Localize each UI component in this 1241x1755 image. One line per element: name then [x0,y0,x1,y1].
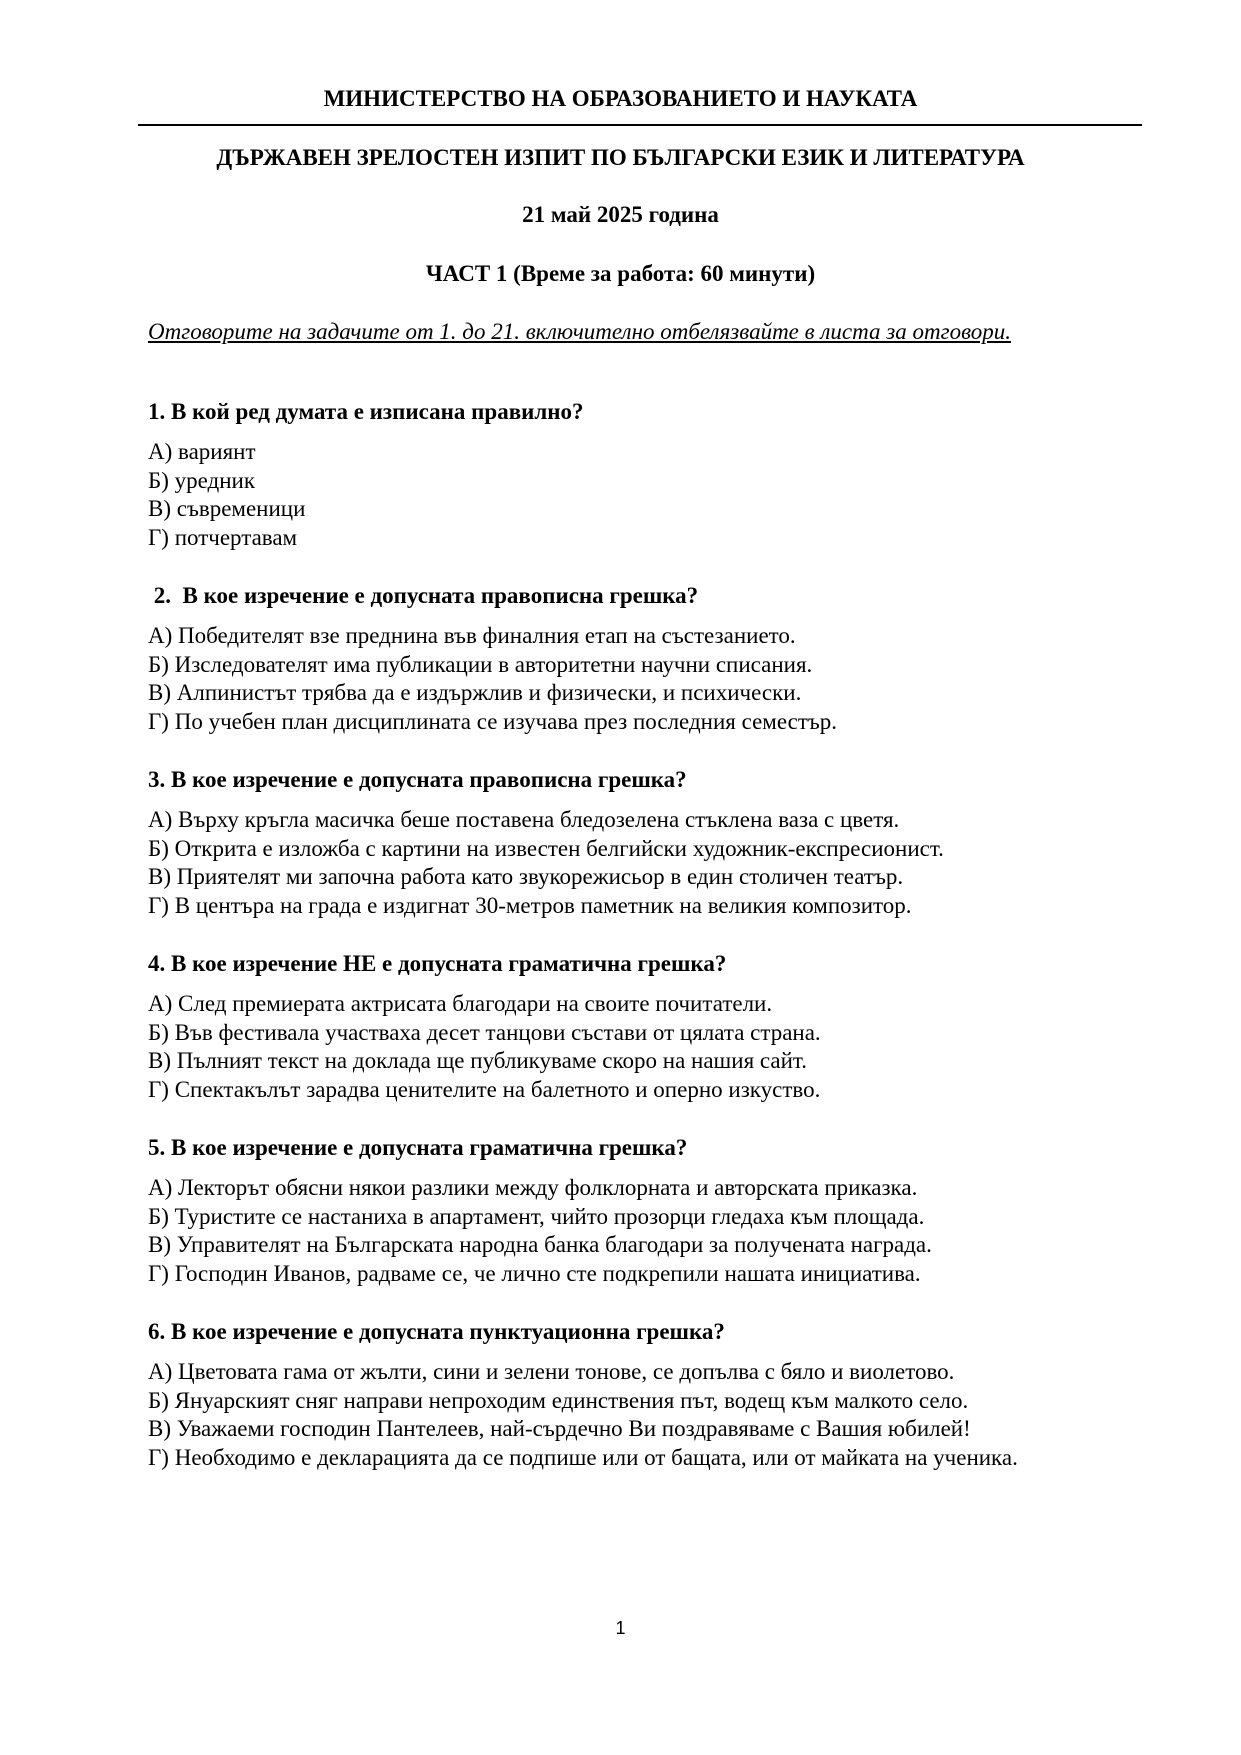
exam-date: 21 май 2025 година [522,202,719,227]
answer-option: А) Цветовата гама от жълти, сини и зелени тонове, се допълва с бяло и виолетово. [148,1359,955,1384]
question-title: 2. В кое изречение е допусната правописна грешка? [148,583,699,608]
question-2 [148,583,1148,767]
ministry-heading: МИНИСТЕРСТВО НА ОБРАЗОВАНИЕТО И НАУКАТА [323,86,918,111]
question-1 [148,399,1148,583]
answer-option: Г) По учебен план дисциплината се изучава през последния семестър. [148,708,838,734]
page-number: 1 [615,1618,626,1638]
answer-option: Б) Открита е изложба с картини на известен белгийски художник-експресионист. [148,835,944,861]
instructions: Отговорите на задачите от 1. до 21. включително отбелязвайте в листа за отговори. [148,319,1011,344]
answer-option: В) Уважаеми господин Пантелеев, най-сърдечно Ви поздравяваме с Вашия юбилей! [148,1416,971,1441]
question-5 [148,1135,1148,1319]
answer-option: В) Пълният текст на доклада ще публикуваме скоро на нашия сайт. [148,1048,807,1073]
answer-options [148,990,1148,1104]
answer-options [148,1174,1148,1288]
exam-title: ДЪРЖАВЕН ЗРЕЛОСТЕН ИЗПИТ ПО БЪЛГАРСКИ ЕЗИК И ЛИТЕРАТУРА [216,145,1025,170]
question-title: 4. В кое изречение НЕ е допусната граматична грешка? [148,951,727,976]
answer-option: Г) Господин Иванов, радваме се, че лично сте подкрепили нашата инициатива. [148,1260,921,1286]
answer-option: Б) Изследователят има публикации в авторитетни научни списания. [148,651,813,677]
question-6 [148,1319,1148,1503]
answer-option: В) Приятелят ми започна работа като звукорежисьор в един столичен театър. [148,864,904,889]
question-list [148,399,1148,1503]
answer-options [148,806,1148,920]
answer-options [148,1358,1148,1472]
answer-option: В) Алпинистът трябва да е издържлив и физически, и психически. [148,680,802,705]
answer-option: А) вариянт [148,439,256,464]
answer-option: Г) потчертавам [148,524,298,550]
question-title: 5. В кое изречение е допусната граматична грешка? [148,1135,688,1160]
question-4 [148,951,1148,1135]
exam-part-heading: ЧАСТ 1 (Време за работа: 60 минути) [425,261,816,286]
answer-option: А) Победителят взе преднина във финалния етап на състезанието. [148,623,796,648]
answer-option: Г) В центъра на града е издигнат 30-метров паметник на великия композитор. [148,892,912,918]
answer-option: Г) Необходимо е декларацията да се подпише или от бащата, или от майката на ученика. [148,1444,1018,1470]
answer-option: Б) Януарският сняг направи непроходим единствения път, водещ към малкото село. [148,1387,969,1413]
answer-option: А) Лекторът обясни някои разлики между фолклорната и авторската приказка. [148,1175,918,1200]
answer-option: Б) Туристите се настаниха в апартамент, чийто прозорци гледаха към площада. [148,1203,925,1229]
answer-option: В) съвременици [148,496,306,521]
answer-option: А) Върху кръгла масичка беше поставена бледозелена стъклена ваза с цветя. [148,807,900,832]
answer-options [148,622,1148,736]
question-title: 3. В кое изречение е допусната правописна грешка? [148,767,687,792]
answer-option: Б) уредник [148,467,256,493]
question-3 [148,767,1148,951]
question-title: 6. В кое изречение е допусната пунктуационна грешка? [148,1319,725,1344]
answer-option: А) След премиерата актрисата благодари на своите почитатели. [148,991,773,1016]
answer-option: Б) Във фестивала участваха десет танцови състави от цялата страна. [148,1019,821,1045]
answer-option: В) Управителят на Българската народна банка благодари за получената награда. [148,1232,932,1257]
question-title: 1. В кой ред думата е изписана правилно? [148,399,584,424]
answer-options [148,438,1148,552]
header-divider [138,124,1142,126]
answer-option: Г) Спектакълът зарадва ценителите на балетното и оперно изкуство. [148,1076,821,1102]
